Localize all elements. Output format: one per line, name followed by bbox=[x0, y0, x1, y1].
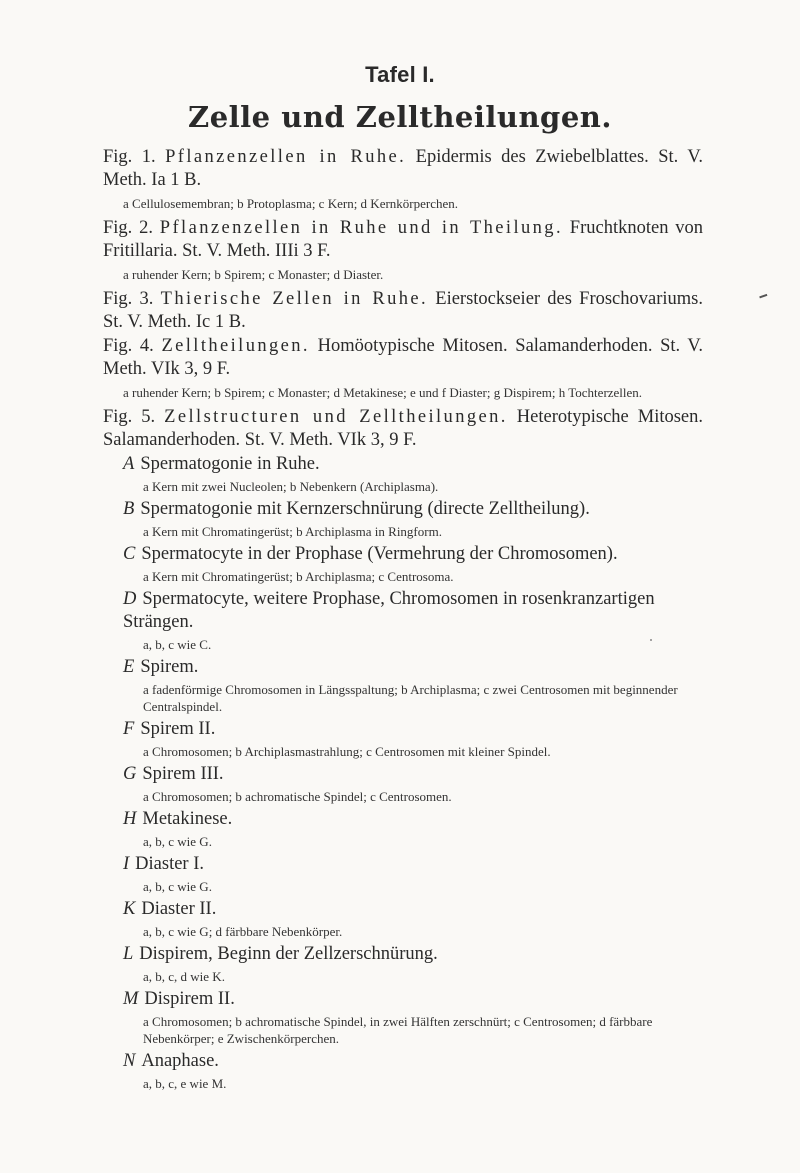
subfigure-title: Spirem. bbox=[140, 657, 199, 677]
subfigure-letter: A bbox=[123, 454, 135, 474]
subfigure-title: Spermatocyte in der Prophase (Vermehrung der Chromosomen). bbox=[141, 544, 618, 564]
subfigure-letter: N bbox=[123, 1051, 136, 1071]
figure-list bbox=[103, 146, 703, 1092]
figure-4-heading: Zelltheilungen. bbox=[161, 336, 310, 356]
figure-1-legend: a Cellulosemembran; b Protoplasma; c Kern; d Kernkörperchen. bbox=[123, 196, 459, 211]
figure-4-description: Homöotypische Mitosen. Salamanderhoden. St. V. Meth. VIk 3, 9 F. bbox=[103, 336, 704, 379]
subfigure-legend: a, b, c wie G. bbox=[143, 879, 212, 894]
subfigure-N bbox=[123, 1050, 703, 1073]
subfigure-title: Spermatogonie in Ruhe. bbox=[140, 454, 320, 474]
figure-1-heading: Pflanzenzellen in Ruhe. bbox=[165, 147, 407, 167]
subfigure-legend: a Chromosomen; b achromatische Spindel; c Centrosomen. bbox=[143, 789, 452, 804]
figure-5-heading: Zellstructuren und Zelltheilungen. bbox=[164, 407, 508, 427]
subfigure-F bbox=[123, 718, 703, 741]
subfigure-legend: a Chromosomen; b Archiplasmastrahlung; c Centrosomen mit kleiner Spindel. bbox=[143, 744, 551, 759]
subfigure-letter: G bbox=[123, 764, 137, 784]
subfigure-letter: F bbox=[123, 719, 135, 739]
subfigure-legend: a, b, c wie G. bbox=[143, 834, 212, 849]
subfigure-title: Diaster II. bbox=[141, 899, 217, 919]
figure-1-description: Epidermis des Zwiebelblattes. St. V. Meth. Ia 1 B. bbox=[103, 147, 704, 190]
subfigure-D bbox=[123, 588, 703, 634]
subfigure-title: Diaster I. bbox=[135, 854, 205, 874]
subfigure-title: Spirem II. bbox=[140, 719, 216, 739]
subfigure-letter: K bbox=[123, 899, 136, 919]
subfigure-letter: C bbox=[123, 544, 136, 564]
subfigure-legend: a, b, c, d wie K. bbox=[143, 969, 225, 984]
figure-2 bbox=[103, 217, 703, 263]
subfigure-legend: a Kern mit Chromatingerüst; b Archiplasma in Ringform. bbox=[143, 524, 442, 539]
plate-number: Tafel I. bbox=[365, 62, 435, 87]
subfigure-letter: D bbox=[123, 589, 137, 609]
figure-2-heading: Pflanzenzellen in Ruhe und in Theilung. bbox=[159, 218, 563, 238]
subfigure-H bbox=[123, 808, 703, 831]
subfigure-title: Spermatocyte, weitere Prophase, Chromosomen in rosenkranzartigen Strängen. bbox=[123, 589, 655, 632]
figure-1 bbox=[103, 146, 703, 192]
subfigure-letter: E bbox=[123, 657, 135, 677]
subfigure-legend: a, b, c wie G; d färbbare Nebenkörper. bbox=[143, 924, 343, 939]
subfigure-legend: a fadenförmige Chromosomen in Längsspaltung; b Archiplasma; c zwei Centrosomen mit beginnender Centralspindel. bbox=[143, 682, 678, 714]
subfigure-title: Spirem III. bbox=[142, 764, 224, 784]
subfigure-legend: a Chromosomen; b achromatische Spindel, in zwei Hälften zerschnürt; c Centrosomen; d färbbare Nebenkörper; e Zwischenkörperchen. bbox=[143, 1014, 653, 1046]
figure-2-legend: a ruhender Kern; b Spirem; c Monaster; d Diaster. bbox=[123, 267, 384, 282]
figure-3 bbox=[103, 288, 703, 334]
subfigure-L bbox=[123, 943, 703, 966]
subfigure-letter: M bbox=[123, 989, 139, 1009]
figure-4-number: Fig. 4. bbox=[103, 336, 154, 356]
figure-4 bbox=[103, 335, 703, 381]
subfigure-list bbox=[103, 453, 703, 1092]
subfigure-E bbox=[123, 656, 703, 679]
subfigure-legend: a Kern mit zwei Nucleolen; b Nebenkern (Archiplasma). bbox=[143, 479, 439, 494]
margin-scratch-mark bbox=[759, 294, 769, 302]
subfigure-title: Metakinese. bbox=[142, 809, 233, 829]
figure-5-number: Fig. 5. bbox=[103, 407, 156, 427]
subfigure-legend: a, b, c wie C. bbox=[143, 637, 212, 652]
figure-3-description: Eierstockseier des Froschovariums. St. V. Meth. Ic 1 B. bbox=[103, 289, 703, 332]
subfigure-legend: a, b, c, e wie M. bbox=[143, 1076, 227, 1091]
figure-3-number: Fig. 3. bbox=[103, 289, 154, 309]
subfigure-C bbox=[123, 543, 703, 566]
subfigure-title: Dispirem II. bbox=[144, 989, 235, 1009]
figure-2-description: Fruchtknoten von Fritillaria. St. V. Meth. IIIi 3 F. bbox=[103, 218, 704, 261]
subfigure-legend: a Kern mit Chromatingerüst; b Archiplasma; c Centrosoma. bbox=[143, 569, 454, 584]
subfigure-title: Anaphase. bbox=[141, 1051, 219, 1071]
subfigure-M bbox=[123, 988, 703, 1011]
subfigure-I bbox=[123, 853, 703, 876]
subfigure-letter: B bbox=[123, 499, 135, 519]
subfigure-B bbox=[123, 498, 703, 521]
page-title: Zelle und Zelltheilungen. bbox=[188, 100, 612, 134]
figure-2-number: Fig. 2. bbox=[103, 218, 153, 238]
subfigure-letter: H bbox=[123, 809, 137, 829]
subfigure-letter: I bbox=[123, 854, 130, 874]
figure-1-number: Fig. 1. bbox=[103, 147, 156, 167]
subfigure-title: Dispirem, Beginn der Zellzerschnürung. bbox=[139, 944, 438, 964]
figure-4-legend: a ruhender Kern; b Spirem; c Monaster; d Metakinese; e und f Diaster; g Dispirem; h Tochterzellen. bbox=[123, 385, 643, 400]
subfigure-K bbox=[123, 898, 703, 921]
figure-5-description: Heterotypische Mitosen. Salamanderhoden. St. V. Meth. VIk 3, 9 F. bbox=[103, 407, 704, 450]
subfigure-G bbox=[123, 763, 703, 786]
subfigure-A bbox=[123, 453, 703, 476]
subfigure-title: Spermatogonie mit Kernzerschnürung (directe Zelltheilung). bbox=[140, 499, 590, 519]
subfigure-letter: L bbox=[123, 944, 134, 964]
figure-3-heading: Thierische Zellen in Ruhe. bbox=[160, 289, 429, 309]
speck-mark bbox=[650, 639, 652, 641]
figure-5 bbox=[103, 406, 703, 452]
